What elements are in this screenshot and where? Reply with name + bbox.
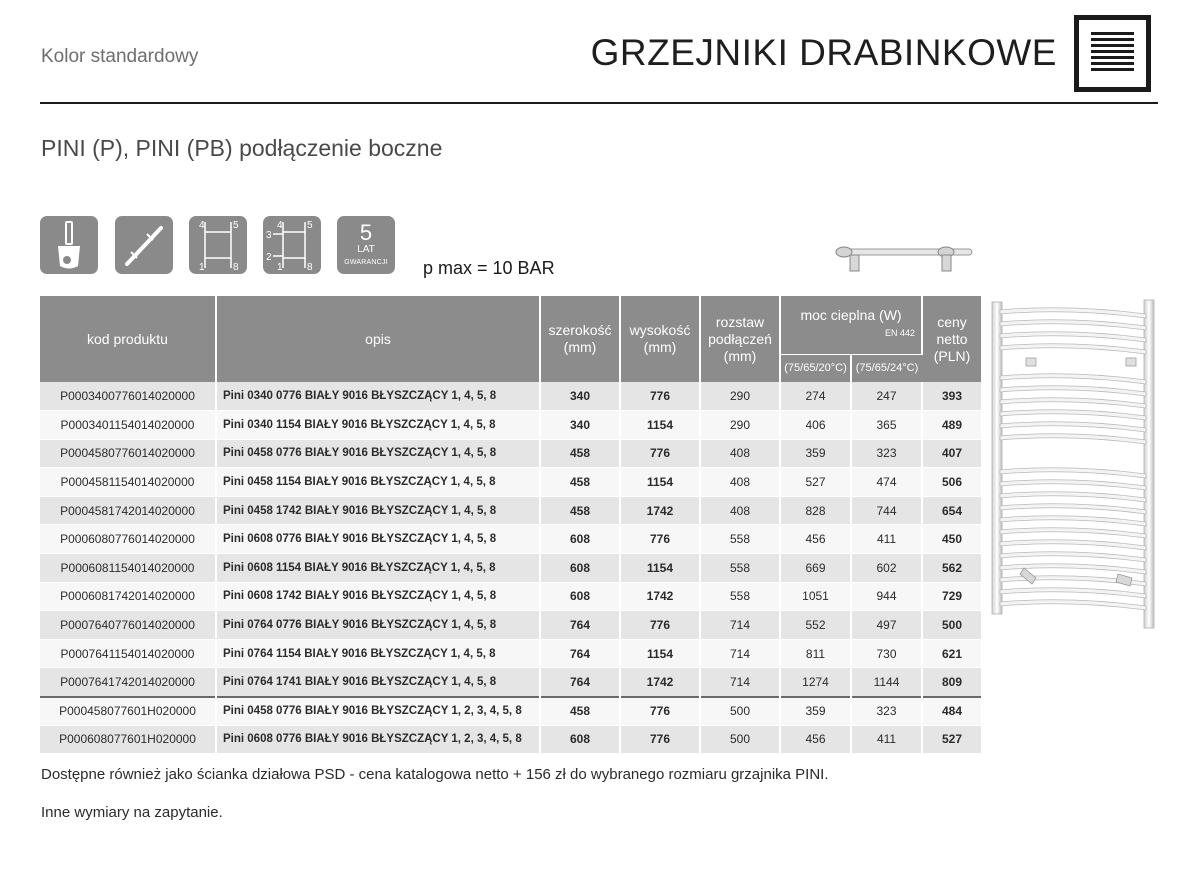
conn-label: 5 [233,220,239,231]
height-cell: 1742 [620,668,700,697]
product-code-cell: P0003401154014020000 [40,411,216,440]
price-cell: 393 [922,382,981,411]
height-cell: 776 [620,725,700,754]
spacing-cell: 500 [700,725,780,754]
column-header-power-24: (75/65/24°C) [851,354,922,382]
product-description-cell: Pini 0764 1741 BIAŁY 9016 BŁYSZCZĄCY 1, 4, 5, 8 [216,668,540,697]
radiator-image [990,296,1158,635]
width-cell: 608 [540,582,620,611]
power-24-cell: 474 [851,468,922,497]
width-cell: 764 [540,639,620,668]
power-24-cell: 1144 [851,668,922,697]
price-cell: 500 [922,611,981,640]
price-cell: 621 [922,639,981,668]
conn-label: 4 [199,220,205,231]
column-header-height: wysokość (mm) [620,296,700,382]
product-table [40,296,981,754]
price-cell: 654 [922,496,981,525]
max-pressure: p max = 10 BAR [423,258,555,278]
psd-note: Dostępne również jako ścianka działowa PSD - cena katalogowa netto + 156 zł do wybranego rozmiaru grzajnika PINI. [41,766,829,783]
table-row [40,639,981,668]
product-code-cell: P0004581742014020000 [40,496,216,525]
page-title: GRZEJNIKI DRABINKOWE [590,32,1057,73]
spacing-cell: 408 [700,496,780,525]
spacing-cell: 290 [700,382,780,411]
conn-label: 3 [266,230,272,241]
product-description-cell: Pini 0458 1742 BIAŁY 9016 BŁYSZCZĄCY 1, 4, 5, 8 [216,496,540,525]
warranty-years: 5 [359,220,373,245]
spacing-cell: 558 [700,525,780,554]
product-description-cell: Pini 0608 0776 BIAŁY 9016 BŁYSZCZĄCY 1, 2, 3, 4, 5, 8 [216,725,540,754]
price-cell: 407 [922,439,981,468]
height-cell: 1154 [620,411,700,440]
product-code-cell: P0007640776014020000 [40,611,216,640]
product-description-cell: Pini 0458 1154 BIAŁY 9016 BŁYSZCZĄCY 1, 4, 5, 8 [216,468,540,497]
spacing-cell: 558 [700,554,780,583]
column-header-price: ceny netto (PLN) [922,296,981,382]
conn-label: 8 [307,262,313,273]
product-description-cell: Pini 0458 0776 BIAŁY 9016 BŁYSZCZĄCY 1, 4, 5, 8 [216,439,540,468]
power-24-cell: 944 [851,582,922,611]
table-row [40,611,981,640]
power-24-cell: 365 [851,411,922,440]
price-cell: 450 [922,525,981,554]
column-header-spacing: rozstaw podłączeń (mm) [700,296,780,382]
spacing-cell: 408 [700,439,780,468]
width-cell: 458 [540,439,620,468]
product-code-cell: P0004580776014020000 [40,439,216,468]
thermostat-head-icon [40,216,98,274]
conn-label: 5 [307,220,313,231]
product-description-cell: Pini 0608 1154 BIAŁY 9016 BŁYSZCZĄCY 1, 4, 5, 8 [216,554,540,583]
table-row [40,554,981,583]
product-code-cell: P0004581154014020000 [40,468,216,497]
column-header-power [780,296,922,354]
conn-label: 1 [277,262,283,273]
conn-label: 4 [277,220,283,231]
width-cell: 608 [540,554,620,583]
header-divider [40,102,1158,104]
width-cell: 458 [540,697,620,726]
product-code-cell: P0007641742014020000 [40,668,216,697]
width-cell: 340 [540,382,620,411]
power-20-cell: 1051 [780,582,851,611]
product-description-cell: Pini 0458 0776 BIAŁY 9016 BŁYSZCZĄCY 1, 2, 3, 4, 5, 8 [216,697,540,726]
height-cell: 776 [620,439,700,468]
power-title: moc cieplna (W) [800,307,902,324]
warranty-icon [337,216,395,274]
product-description-cell: Pini 0608 0776 BIAŁY 9016 BŁYSZCZĄCY 1, 4, 5, 8 [216,525,540,554]
product-code-cell: P0006081742014020000 [40,582,216,611]
price-cell: 729 [922,582,981,611]
product-code-cell: P0006080776014020000 [40,525,216,554]
width-cell: 340 [540,411,620,440]
width-cell: 458 [540,496,620,525]
height-cell: 776 [620,525,700,554]
price-cell: 527 [922,725,981,754]
table-row [40,411,981,440]
height-cell: 1154 [620,639,700,668]
power-24-cell: 411 [851,525,922,554]
table-row [40,725,981,754]
product-description-cell: Pini 0764 0776 BIAŁY 9016 BŁYSZCZĄCY 1, 4, 5, 8 [216,611,540,640]
power-norm: EN 442 [884,328,916,339]
product-description-cell: Pini 0608 1742 BIAŁY 9016 BŁYSZCZĄCY 1, 4, 5, 8 [216,582,540,611]
power-24-cell: 247 [851,382,922,411]
conn-label: 8 [233,262,239,273]
power-24-cell: 323 [851,439,922,468]
power-20-cell: 406 [780,411,851,440]
conn-label: 1 [199,262,205,273]
power-24-cell: 497 [851,611,922,640]
width-cell: 608 [540,725,620,754]
price-cell: 809 [922,668,981,697]
column-header-width: szerokość (mm) [540,296,620,382]
width-cell: 458 [540,468,620,497]
width-cell: 764 [540,668,620,697]
power-20-cell: 552 [780,611,851,640]
product-code-cell: P0006081154014020000 [40,554,216,583]
table-row [40,496,981,525]
spacing-cell: 290 [700,411,780,440]
price-cell: 489 [922,411,981,440]
power-20-cell: 811 [780,639,851,668]
width-cell: 608 [540,525,620,554]
product-description-cell: Pini 0764 1154 BIAŁY 9016 BŁYSZCZĄCY 1, 4, 5, 8 [216,639,540,668]
column-header-power-20: (75/65/20°C) [780,354,851,382]
product-subtitle: PINI (P), PINI (PB) podłączenie boczne [41,135,443,161]
power-20-cell: 828 [780,496,851,525]
power-20-cell: 527 [780,468,851,497]
warranty-caption: GWARANCJI [344,259,388,266]
power-24-cell: 730 [851,639,922,668]
table-row [40,697,981,726]
spacing-cell: 714 [700,668,780,697]
height-cell: 1154 [620,554,700,583]
power-24-cell: 602 [851,554,922,583]
towel-rail-icon [115,216,173,274]
width-cell: 764 [540,611,620,640]
spacing-cell: 714 [700,639,780,668]
product-table-body [40,382,981,754]
product-code-cell: P000458077601H020000 [40,697,216,726]
table-row [40,439,981,468]
price-cell: 506 [922,468,981,497]
height-cell: 1742 [620,582,700,611]
connection-points-4-icon [189,216,247,274]
power-20-cell: 1274 [780,668,851,697]
height-cell: 776 [620,382,700,411]
height-cell: 1742 [620,496,700,525]
column-header-code: kod produktu [40,296,216,382]
table-row [40,382,981,411]
power-20-cell: 274 [780,382,851,411]
power-24-cell: 323 [851,697,922,726]
product-description-cell: Pini 0340 0776 BIAŁY 9016 BŁYSZCZĄCY 1, 4, 5, 8 [216,382,540,411]
spacing-cell: 500 [700,697,780,726]
price-cell: 484 [922,697,981,726]
power-24-cell: 411 [851,725,922,754]
table-row [40,582,981,611]
product-code-cell: P0007641154014020000 [40,639,216,668]
table-row [40,668,981,697]
power-20-cell: 456 [780,525,851,554]
table-row [40,525,981,554]
height-cell: 776 [620,697,700,726]
category-label: Kolor standardowy [41,46,199,67]
spacing-cell: 408 [700,468,780,497]
power-20-cell: 359 [780,439,851,468]
spacing-cell: 714 [700,611,780,640]
connection-points-6-icon [263,216,321,274]
price-cell: 562 [922,554,981,583]
other-sizes-note: Inne wymiary na zapytanie. [41,804,223,821]
power-20-cell: 456 [780,725,851,754]
height-cell: 1154 [620,468,700,497]
product-code-cell: P000608077601H020000 [40,725,216,754]
side-connection-drawing [828,240,978,281]
ladder-radiator-icon [1074,15,1151,92]
power-20-cell: 359 [780,697,851,726]
product-description-cell: Pini 0340 1154 BIAŁY 9016 BŁYSZCZĄCY 1, 4, 5, 8 [216,411,540,440]
column-header-description: opis [216,296,540,382]
conn-label: 2 [266,252,272,263]
power-24-cell: 744 [851,496,922,525]
power-20-cell: 669 [780,554,851,583]
table-row [40,468,981,497]
height-cell: 776 [620,611,700,640]
spacing-cell: 558 [700,582,780,611]
product-code-cell: P0003400776014020000 [40,382,216,411]
warranty-unit: LAT [357,244,375,255]
